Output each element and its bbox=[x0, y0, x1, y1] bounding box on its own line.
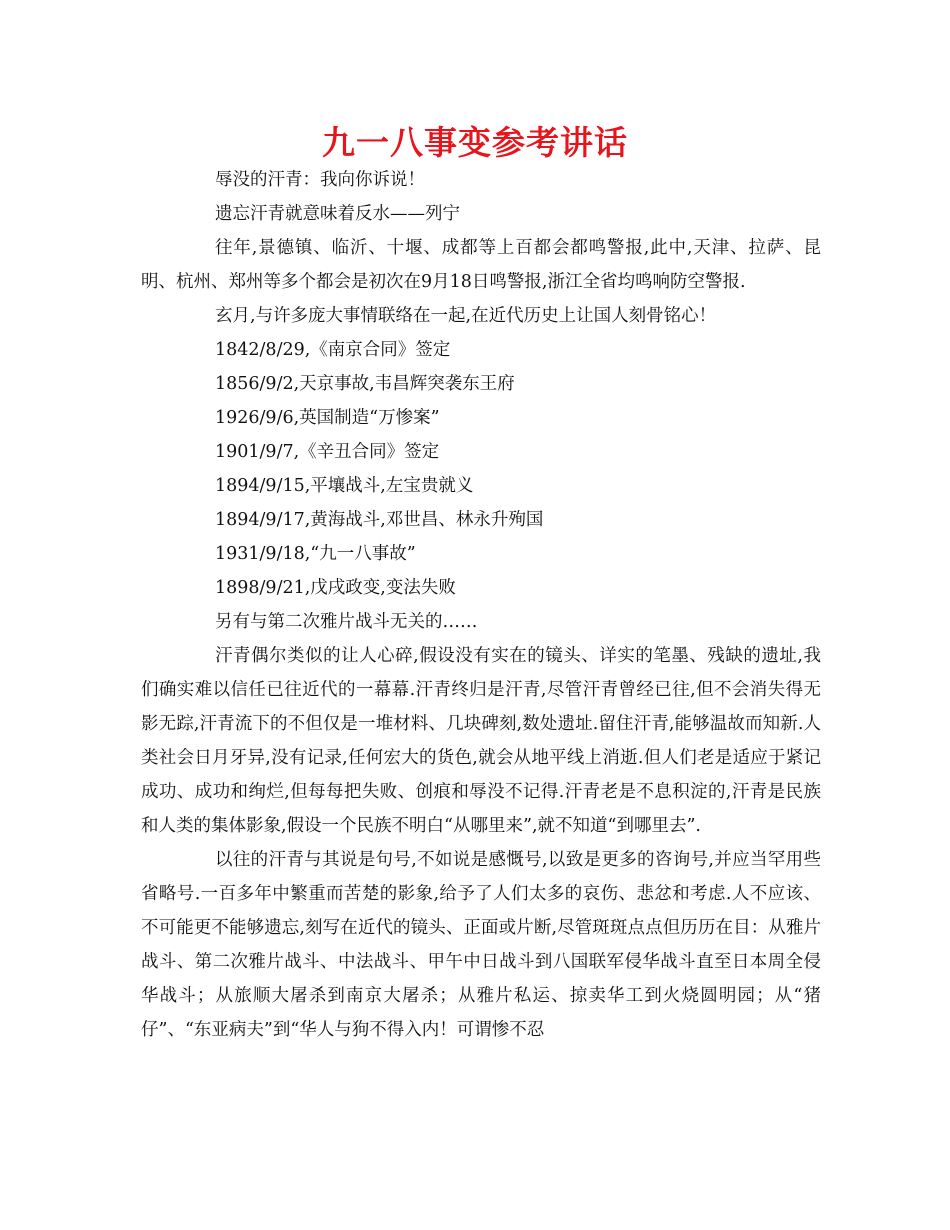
paragraph: 玄月,与许多庞大事情联络在一起,在近代历史上让国人刻骨铭心！ bbox=[215, 306, 717, 326]
paragraph: 1898/9/21,戊戌政变,变法失败 bbox=[215, 578, 456, 598]
paragraph: 辱没的汗青：我向你诉说！ bbox=[215, 170, 425, 190]
paragraph: 汗青偶尔类似的让人心碎,假设没有实在的镜头、详实的笔墨、残缺的遗址,我们确实难以信任已往近代的一幕幕.汗青终归是汗青,尽管汗青曾经已往,但不会消失得无影无踪,汗青流下的不但仅是一堆材料、几块碑刻,数处遗址.留住汗青,能够温故而知新.人类社会日月牙异,没有记录,任何宏大的货色,就会从地平线上消逝.但人们老是适应于紧记成功、成功和绚烂,但每每把失败、创痕和辱没不记得.汗青老是不息积淀的,汗青是民族和人类的集体影象,假设一个民族不明白“从哪里来”,就不知道“到哪里去”. bbox=[141, 646, 821, 836]
paragraph: 1842/8/29,《南京合同》签定 bbox=[215, 340, 451, 360]
document-title: 九一八事变参考讲话 bbox=[322, 123, 628, 162]
paragraph: 遗忘汗青就意味着反水——列宁 bbox=[215, 204, 460, 224]
paragraph: 往年,景德镇、临沂、十堰、成都等上百都会都鸣警报,此中,天津、拉萨、昆明、杭州、郑州等多个都会是初次在9月18日鸣警报,浙江全省均鸣响防空警报. bbox=[141, 238, 821, 292]
paragraph: 1856/9/2,天京事故,韦昌辉突袭东王府 bbox=[215, 374, 515, 394]
paragraph: 以往的汗青与其说是句号,不如说是感慨号,以致是更多的咨询号,并应当罕用些省略号.一百多年中繁重而苦楚的影象,给予了人们太多的哀伤、悲忿和考虑.人不应该、不可能更不能够遗忘,刻写在近代的镜头、正面或片断,尽管斑斑点点但历历在目：从雅片战斗、第二次雅片战斗、中法战斗、甲午中日战斗到八国联军侵华战斗直至日本周全侵华战斗；从旅顺大屠杀到南京大屠杀；从雅片私运、掠卖华工到火烧圆明园；从“猪仔”、“东亚病夫”到“华人与狗不得入内！可谓惨不忍 bbox=[141, 850, 821, 1040]
document-body bbox=[141, 163, 821, 1047]
paragraph: 另有与第二次雅片战斗无关的…… bbox=[215, 612, 478, 632]
paragraph: 1894/9/15,平壤战斗,左宝贵就义 bbox=[215, 476, 474, 496]
paragraph: 1926/9/6,英国制造“万惨案” bbox=[215, 408, 440, 428]
paragraph: 1931/9/18,“九一八事故” bbox=[215, 544, 416, 564]
paragraph: 1901/9/7,《辛丑合同》签定 bbox=[215, 442, 440, 462]
paragraph: 1894/9/17,黄海战斗,邓世昌、林永升殉国 bbox=[215, 510, 544, 530]
